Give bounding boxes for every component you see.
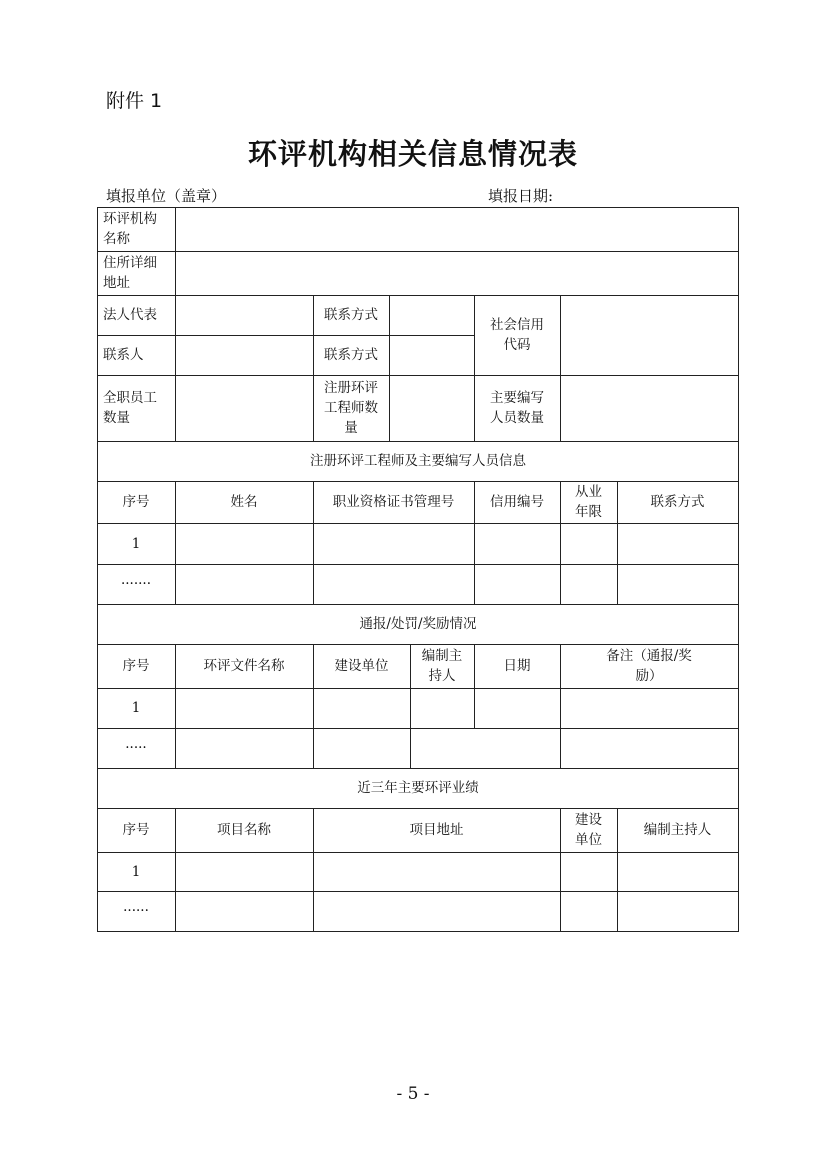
table-line [97, 295, 739, 296]
table-line [389, 295, 390, 441]
column-header: 信用编号 [490, 494, 544, 510]
table-line [175, 207, 176, 441]
fill-unit-label: 填报单位（盖章） [106, 187, 227, 205]
table-line [97, 852, 739, 853]
org-name-label: 环评机构名称 [103, 211, 157, 247]
legal-rep-label: 法人代表 [103, 307, 157, 323]
column-header: 建设单位 [334, 658, 389, 674]
column-header: 备注（通报/奖励） [606, 648, 692, 684]
row-index: ······· [120, 576, 152, 592]
table-line [97, 251, 739, 252]
table-line [97, 728, 739, 729]
column-header: 项目地址 [409, 822, 464, 838]
column-header: 序号 [122, 494, 150, 510]
row-index: 1 [131, 535, 141, 552]
staff-count-label: 全职员工数量 [103, 390, 157, 426]
contact-person-label: 联系人 [103, 347, 144, 363]
page-number: - 5 - [396, 1084, 430, 1104]
table-line [97, 688, 739, 689]
address-label: 住所详细地址 [103, 255, 157, 291]
table-line [97, 207, 739, 208]
table-line [560, 295, 561, 441]
contact-method-label: 联系方式 [324, 307, 378, 323]
engineer-count-label: 注册环评工程师数量 [324, 380, 378, 436]
fill-date-label: 填报日期: [488, 187, 554, 205]
table-line [738, 207, 739, 932]
column-header: 编制主持人 [421, 648, 463, 684]
notices-section-title: 通报/处罚/奖励情况 [359, 616, 477, 632]
row-index: 1 [131, 863, 141, 880]
row-index: 1 [131, 700, 141, 716]
table-line [97, 375, 739, 376]
column-header: 编制主持人 [643, 822, 712, 838]
table-line [97, 523, 739, 524]
table-line [97, 564, 739, 565]
column-header: 职业资格证书管理号 [332, 494, 455, 510]
column-header: 从业年限 [575, 484, 602, 520]
column-header: 联系方式 [650, 494, 705, 510]
column-header: 日期 [503, 658, 531, 674]
engineers-section-title: 注册环评工程师及主要编写人员信息 [310, 453, 526, 469]
page-title: 环评机构相关信息情况表 [247, 137, 578, 171]
credit-code-label: 社会信用代码 [490, 317, 544, 353]
attachment-label: 附件 1 [106, 90, 163, 112]
column-header: 项目名称 [217, 822, 271, 838]
table-line [97, 931, 739, 932]
performance-section-title: 近三年主要环评业绩 [357, 780, 479, 796]
row-index: ······ [123, 903, 149, 919]
column-header: 序号 [122, 658, 150, 674]
column-header: 姓名 [230, 494, 258, 510]
contact-method-label: 联系方式 [324, 347, 378, 363]
column-header: 环评文件名称 [203, 658, 285, 674]
row-index: ····· [125, 740, 147, 756]
column-header: 建设单位 [575, 812, 602, 848]
author-count-label: 主要编写人员数量 [490, 390, 544, 426]
table-line [97, 891, 739, 892]
column-header: 序号 [122, 822, 150, 838]
